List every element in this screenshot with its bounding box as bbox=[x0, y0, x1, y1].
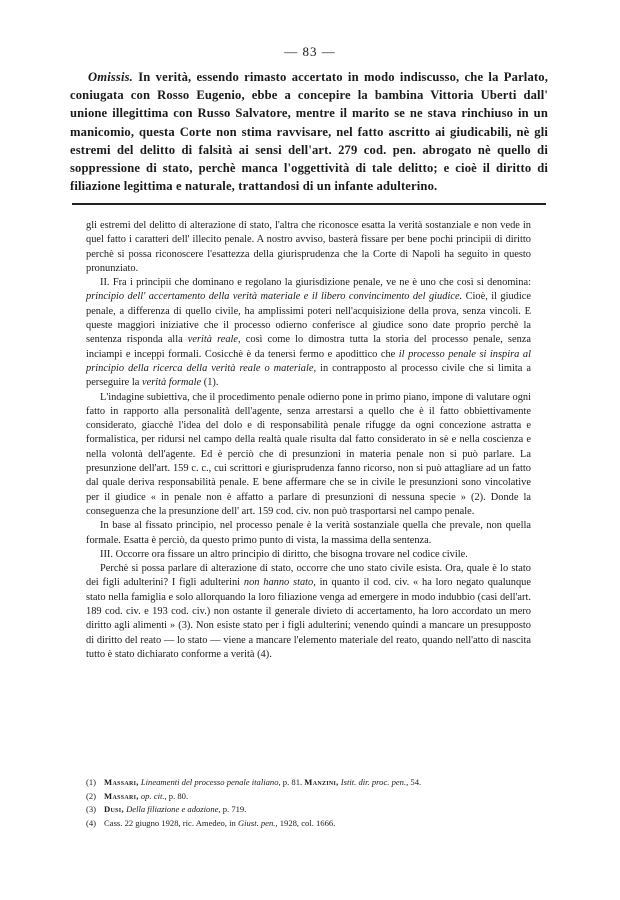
footnote-author: Dusi, bbox=[104, 804, 124, 815]
page-number: — 83 — bbox=[284, 44, 336, 59]
italic-run: non hanno stato, bbox=[243, 577, 316, 589]
italic-run: verità formale bbox=[141, 377, 202, 389]
section-divider bbox=[72, 203, 546, 205]
court-excerpt bbox=[70, 68, 548, 195]
court-excerpt-text: In verità, essendo rimasto accertato in modo indiscusso, che la Parlato, coniugata con Rosso Eugenio, ebbe a concepire la bambina Vittoria Uberti dall' unione illegittima con Russo Salvatore, mentre il marito se ne stava rinchiuso in un manicomio, questa Corte non stima ravvisare, nel fatto ascritto ai giudicabili, nè gli estremi del delitto di falsità ai sensi dell'art. 279 cod. pen. abrogato nè quello di soppressione di stato, perchè manca l'oggettività di tale delitto; e cioè il diritto di filiazione legittima e naturale, trattandosi di un infante adulterino. bbox=[70, 70, 548, 194]
footnote-4 bbox=[86, 817, 531, 831]
footnote-text: p. 80. bbox=[166, 790, 189, 801]
italic-run: verità reale, bbox=[187, 334, 241, 346]
text-run: in quanto il cod. civ. « ha loro negato qualunque stato nella famiglia e solo allorquando la loro filiazione venga ad emergere in modo indubbio (casi dell'art. 189 cod. civ. e 193 cod. civ.) non ostante il generale divieto di accertamento, ha loro accordato un mero diritto agli alimenti » (3). Non esiste stato per i figli adulterini; venendo quindi a mancare un presupposto di diritto del reato — lo stato — viene a mancare l'elemento materiale del reato, quando nell'atto di nascita tutto è stato dichiarato conforme a verità (4). bbox=[86, 577, 531, 660]
paragraph-section-iii: III. Occorre ora fissare un altro principio di diritto, che bisogna trovare nel codice civile. bbox=[100, 548, 468, 560]
footnote-number: (2) bbox=[86, 790, 97, 801]
footnote-author: Massari, bbox=[104, 777, 139, 787]
footnote-title: Giust. pen., bbox=[237, 817, 278, 828]
text-run: in contrapposto al processo civile che si limita a perseguire la bbox=[86, 362, 531, 389]
footnote-text: 54. bbox=[408, 777, 422, 787]
footnote-number: (3) bbox=[86, 804, 97, 815]
footnote-number: (4) bbox=[86, 817, 97, 828]
text-run: Cioè, il giudice penale, a differenza di quello civile, ha amplissimi poteri nell'acquisizione della prova, senza vincoli. E queste maggiori iniziative che il processo odierno conferisce al giudice sono date proprio perchè la sentenza risponda alla bbox=[86, 291, 531, 346]
court-excerpt-paragraph bbox=[70, 68, 548, 195]
footnote-title: Della filiazione e adozione, bbox=[126, 804, 221, 815]
footnote-title: op. cit., bbox=[140, 790, 167, 801]
text-run: II. Fra i principii che dominano e regolano la giurisdizione penale, ve ne è uno che così si denomina: bbox=[100, 277, 531, 289]
text-run: così come lo dimostra tutta la storia del processo penale, senza inciampi e inceppi formali. Cosicchè è da tenersi fermo e apodittico che bbox=[86, 334, 531, 360]
footnote-number: (1) bbox=[86, 777, 97, 787]
paragraph-subjective-inquiry: L'indagine subiettiva, che il procedimento penale odierno pone in primo piano, impone di valutare ogni fatto in rapporto alla personalità dell'agente, senza arrestarsi a quello che è il fatto obbiettivamente considerato, giacchè l'idea del dolo e di responsabilità penale rifugge da ogni concezione astratta e formalistica, per ridursi nel campo della realtà quale risulta dal fatto considerato in sè e nella coscienza e nella volontà dell'agente. Ed è perciò che di presunzioni in materia penale non si può parlare. La presunzione dell'art. 159 c. c., cui scrittori e giurisprudenza fanno ricorso, non si può attagliare ad un fatto dal quale deriva responsabilità penale. E bene affermare che se in civile le presunzioni sono vincolative per il giudice « in penale non è affatto a parlare di presunzioni di nessuna specie » (2). Donde la conseguenza che la presunzione dell' art. 159 cod. civ. non può trasportarsi nel campo penale. bbox=[86, 391, 531, 517]
omissis-lead: Omissis. bbox=[88, 70, 133, 84]
paragraph-fixed-principle: In base al fissato principio, nel processo penale è la verità sostanziale quella che prevale, non quella formale. Esatta è perciò, da questo primo punto di vista, la massima della sentenza. bbox=[86, 520, 531, 546]
footnotes bbox=[86, 776, 531, 830]
paragraph-section-ii bbox=[86, 276, 531, 390]
footnote-text: 1928, col. 1666. bbox=[277, 817, 336, 828]
commentary-body bbox=[86, 219, 531, 662]
footnote-text: Cass. 22 giugno 1928, ric. Amedeo, in bbox=[104, 817, 238, 828]
footnote-title: Istit. dir. proc. pen., bbox=[340, 777, 409, 787]
italic-run: principio dell' accertamento della verità materiale e il libero convincimento del giudice. bbox=[86, 291, 463, 303]
text-run: (1). bbox=[201, 377, 219, 389]
footnote-title: Lineamenti del processo penale italiano, bbox=[140, 777, 281, 787]
text-run: Perchè si possa parlare di alterazione di stato, occorre che uno stato civile esista. Ora, quale è lo stato dei figli adulterini? I figli adulterini bbox=[86, 563, 531, 589]
footnote-text: p. 81. bbox=[280, 777, 305, 787]
footnote-1 bbox=[86, 776, 531, 790]
footnote-author: Massari, bbox=[104, 790, 139, 801]
footnote-2 bbox=[86, 790, 531, 804]
footnote-author: Manzini, bbox=[304, 777, 339, 787]
footnote-3 bbox=[86, 803, 531, 817]
footnote-text: p. 719. bbox=[220, 804, 247, 815]
italic-run: il processo penale si inspira al principio della ricerca della verità reale o materiale, bbox=[86, 348, 531, 374]
paragraph-continuation: gli estremi del delitto di alterazione di stato, l'altra che riconosce esatta la verità sostanziale e non vede in quel fatto i caratteri dell' illecito penale. A nostro avviso, basterà fissare per bene pochi principii di diritto perchè si possa riconoscere l'esattezza della giurisprudenza che la Corte di Napoli ha seguito in questo pronunziato. bbox=[86, 220, 531, 274]
paragraph-adulterine-status bbox=[86, 562, 531, 662]
